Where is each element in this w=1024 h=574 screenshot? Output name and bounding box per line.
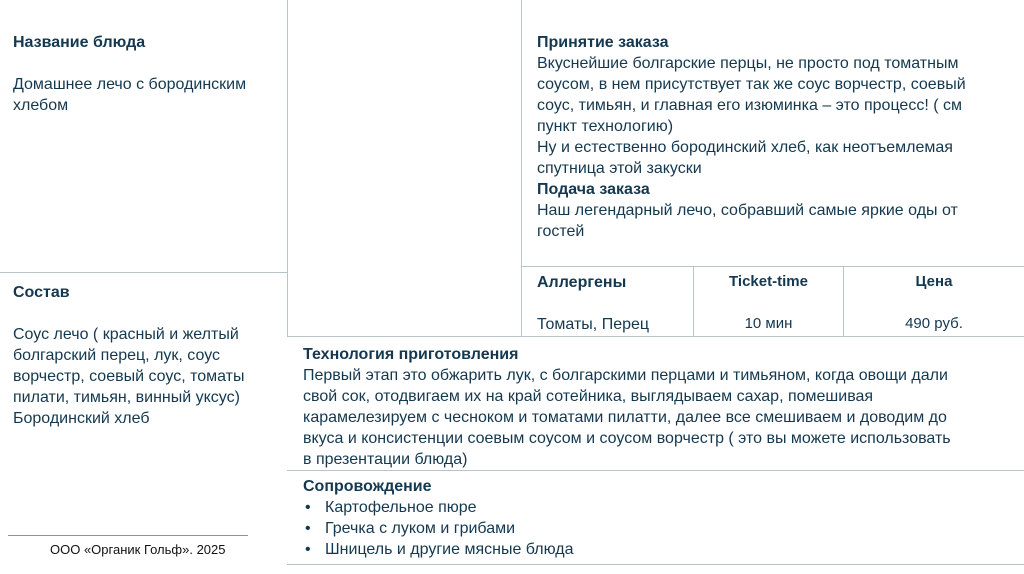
order-taking-line: соус, тимьян, и главная его изюминка – это процесс! ( см xyxy=(537,97,962,114)
accompaniment-section xyxy=(303,476,1018,560)
price-value: 490 руб. xyxy=(905,315,963,332)
technology-line: свой сок, отодвигаем их на край сотейника, выглядываем сахар, помешивая xyxy=(303,388,874,405)
grid-line xyxy=(0,272,287,273)
dish-name-value-line: Домашнее лечо с бородинским xyxy=(13,76,247,93)
list-item: • Шницель и другие мясные блюда xyxy=(303,539,1018,560)
allergens-label: Аллергены xyxy=(537,274,627,291)
composition-line: Соус лечо ( красный и желтый xyxy=(13,326,239,343)
ticket-time-label: Ticket-time xyxy=(729,273,808,290)
composition-heading: Состав xyxy=(13,284,70,301)
allergens-value: Томаты, Перец xyxy=(537,316,650,333)
footer-company: ООО «Органик Гольф». 2025 xyxy=(50,542,226,557)
composition-line: ворчестр, соевый соус, томаты xyxy=(13,368,245,385)
list-item: • Картофельное пюре xyxy=(303,497,1018,518)
order-taking-line: спутница этой закуски xyxy=(537,160,702,177)
order-section xyxy=(537,32,1017,242)
composition-line: Бородинский хлеб xyxy=(13,410,150,427)
dish-name-section xyxy=(13,32,283,116)
accompaniment-heading: Сопровождение xyxy=(303,478,432,495)
technology-line: Первый этап это обжарить лук, с болгарскими перцами и тимьяном, когда овощи дали xyxy=(303,367,948,384)
accompaniment-list xyxy=(303,497,1018,560)
ticket-time-value: 10 мин xyxy=(744,315,793,332)
technology-section xyxy=(303,344,1018,470)
dish-name-heading: Название блюда xyxy=(13,34,146,51)
price-label: Цена xyxy=(915,273,953,290)
dish-name-value-line: хлебом xyxy=(13,97,69,114)
technology-heading: Технология приготовления xyxy=(303,346,519,363)
serving-heading: Подача заказа xyxy=(537,181,650,198)
technology-line: в презентации блюда) xyxy=(303,451,468,468)
order-taking-line: Вкуснейшие болгарские перцы, не просто под томатным xyxy=(537,55,959,72)
technology-line: вкуса и консистенции соевым соусом и соусом ворчестр ( это вы можете использовать xyxy=(303,430,951,447)
order-taking-line: Ну и естественно бородинский хлеб, как неотъемлемая xyxy=(537,139,953,156)
grid-line xyxy=(8,535,248,536)
grid-line xyxy=(287,564,1024,565)
composition-line: пилати, тимьян, винный уксус) xyxy=(13,389,240,406)
grid-line xyxy=(287,336,1024,337)
technology-line: карамелезируем с чесноком и томатами пилатти, далее все смешиваем и доводим до xyxy=(303,409,947,426)
grid-line xyxy=(287,470,1024,471)
order-taking-heading: Принятие заказа xyxy=(537,34,669,51)
serving-line: Наш легендарный лечо, собравший самые яркие оды от xyxy=(537,202,958,219)
order-taking-line: пункт технологию) xyxy=(537,118,674,135)
order-taking-line: соусом, в нем присутствует так же соус ворчестр, соевый xyxy=(537,76,966,93)
serving-line: гостей xyxy=(537,223,585,240)
composition-line: болгарский перец, лук, соус xyxy=(13,347,221,364)
grid-line xyxy=(521,0,522,336)
grid-line xyxy=(287,0,288,336)
grid-line xyxy=(521,266,1024,267)
list-item: • Гречка с луком и грибами xyxy=(303,518,1018,539)
composition-section xyxy=(13,282,283,429)
